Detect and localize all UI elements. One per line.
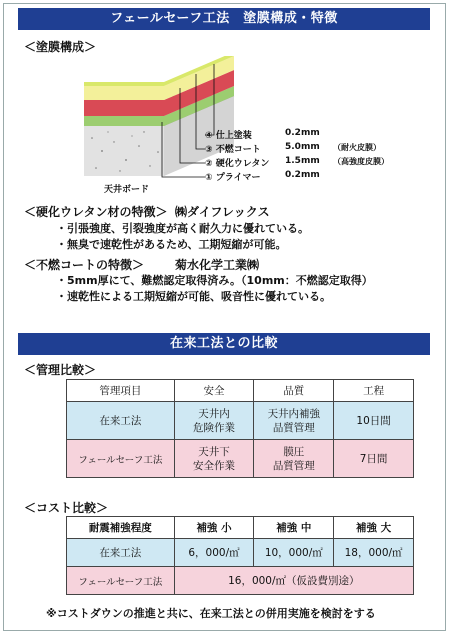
- table-row: [67, 440, 414, 478]
- mgmt-header-schedule: 工程: [334, 380, 414, 402]
- layer-label-2: ② 硬化ウレタン 1.5mm （高強度皮膜）: [205, 156, 389, 169]
- table-row: [67, 539, 414, 567]
- urethane-line-2: ・無臭で速乾性があるため、工期短縮が可能。: [56, 238, 287, 251]
- mgmt-header-row: [67, 380, 414, 402]
- urethane-maker: ㈱ダイフレックス: [175, 205, 270, 219]
- banner-coating-structure: フェールセーフ工法 塗膜構成・特徴: [18, 8, 430, 30]
- cost-header-small: 補強 小: [174, 517, 254, 539]
- cost-cell-method: フェールセーフ工法: [67, 567, 175, 595]
- cost-header-large: 補強 大: [334, 517, 414, 539]
- coat-line-1: ・5mm厚にて、難燃認定取得済み。（10mm：不燃認定取得）: [56, 274, 373, 287]
- ceiling-board-label: 天井ボード: [104, 185, 150, 195]
- mgmt-header-item: 管理項目: [67, 380, 175, 402]
- cost-cell-unified: 16，000/㎡（仮設費別途）: [174, 567, 413, 595]
- banner-comparison: 在来工法との比較: [18, 333, 430, 355]
- layer-label-4: ④ 仕上塗装 0.2mm: [205, 128, 320, 141]
- urethane-title: ＜硬化ウレタン材の特徴＞: [24, 205, 168, 219]
- table-row: [67, 567, 414, 595]
- coat-maker: 菊水化学工業㈱: [175, 258, 260, 272]
- mgmt-cell-quality: 天井内補強 品質管理: [254, 402, 334, 440]
- section-mgmt-title: ＜管理比較＞: [24, 363, 97, 377]
- mgmt-cell-quality: 膜圧 品質管理: [254, 440, 334, 478]
- mgmt-cell-method: 在来工法: [67, 402, 175, 440]
- mgmt-cell-schedule: 10日間: [334, 402, 414, 440]
- mgmt-header-safety: 安全: [174, 380, 254, 402]
- mgmt-cell-schedule: 7日間: [334, 440, 414, 478]
- table-row: [67, 402, 414, 440]
- mgmt-cell-safety: 天井内 危険作業: [174, 402, 254, 440]
- layer-label-3: ③ 不燃コート 5.0mm （耐火皮膜）: [205, 142, 381, 155]
- cost-cell-method: 在来工法: [67, 539, 175, 567]
- mgmt-header-quality: 品質: [254, 380, 334, 402]
- coat-title: ＜不燃コートの特徴＞: [24, 258, 145, 272]
- section-cost-title: ＜コスト比較＞: [24, 501, 109, 515]
- cost-cell-medium: 10，000/㎡: [254, 539, 334, 567]
- cost-cell-large: 18，000/㎡: [334, 539, 414, 567]
- coat-line-2: ・速乾性による工期短縮が可能、吸音性に優れている。: [56, 290, 331, 303]
- cost-cell-small: 6，000/㎡: [174, 539, 254, 567]
- cost-comparison-table: [66, 516, 414, 595]
- cost-header-row: [67, 517, 414, 539]
- layer-label-1: ① プライマー 0.2mm: [205, 170, 320, 183]
- mgmt-comparison-table: [66, 379, 414, 478]
- cost-header-medium: 補強 中: [254, 517, 334, 539]
- mgmt-cell-safety: 天井下 安全作業: [174, 440, 254, 478]
- cost-header-degree: 耐震補強程度: [67, 517, 175, 539]
- footer-note: ※コストダウンの推進と共に、在来工法との併用実施を検討をする: [46, 607, 376, 620]
- section-coating-title: ＜塗膜構成＞: [24, 40, 97, 54]
- urethane-line-1: ・引張強度、引裂強度が高く耐久力に優れている。: [56, 222, 309, 235]
- mgmt-cell-method: フェールセーフ工法: [67, 440, 175, 478]
